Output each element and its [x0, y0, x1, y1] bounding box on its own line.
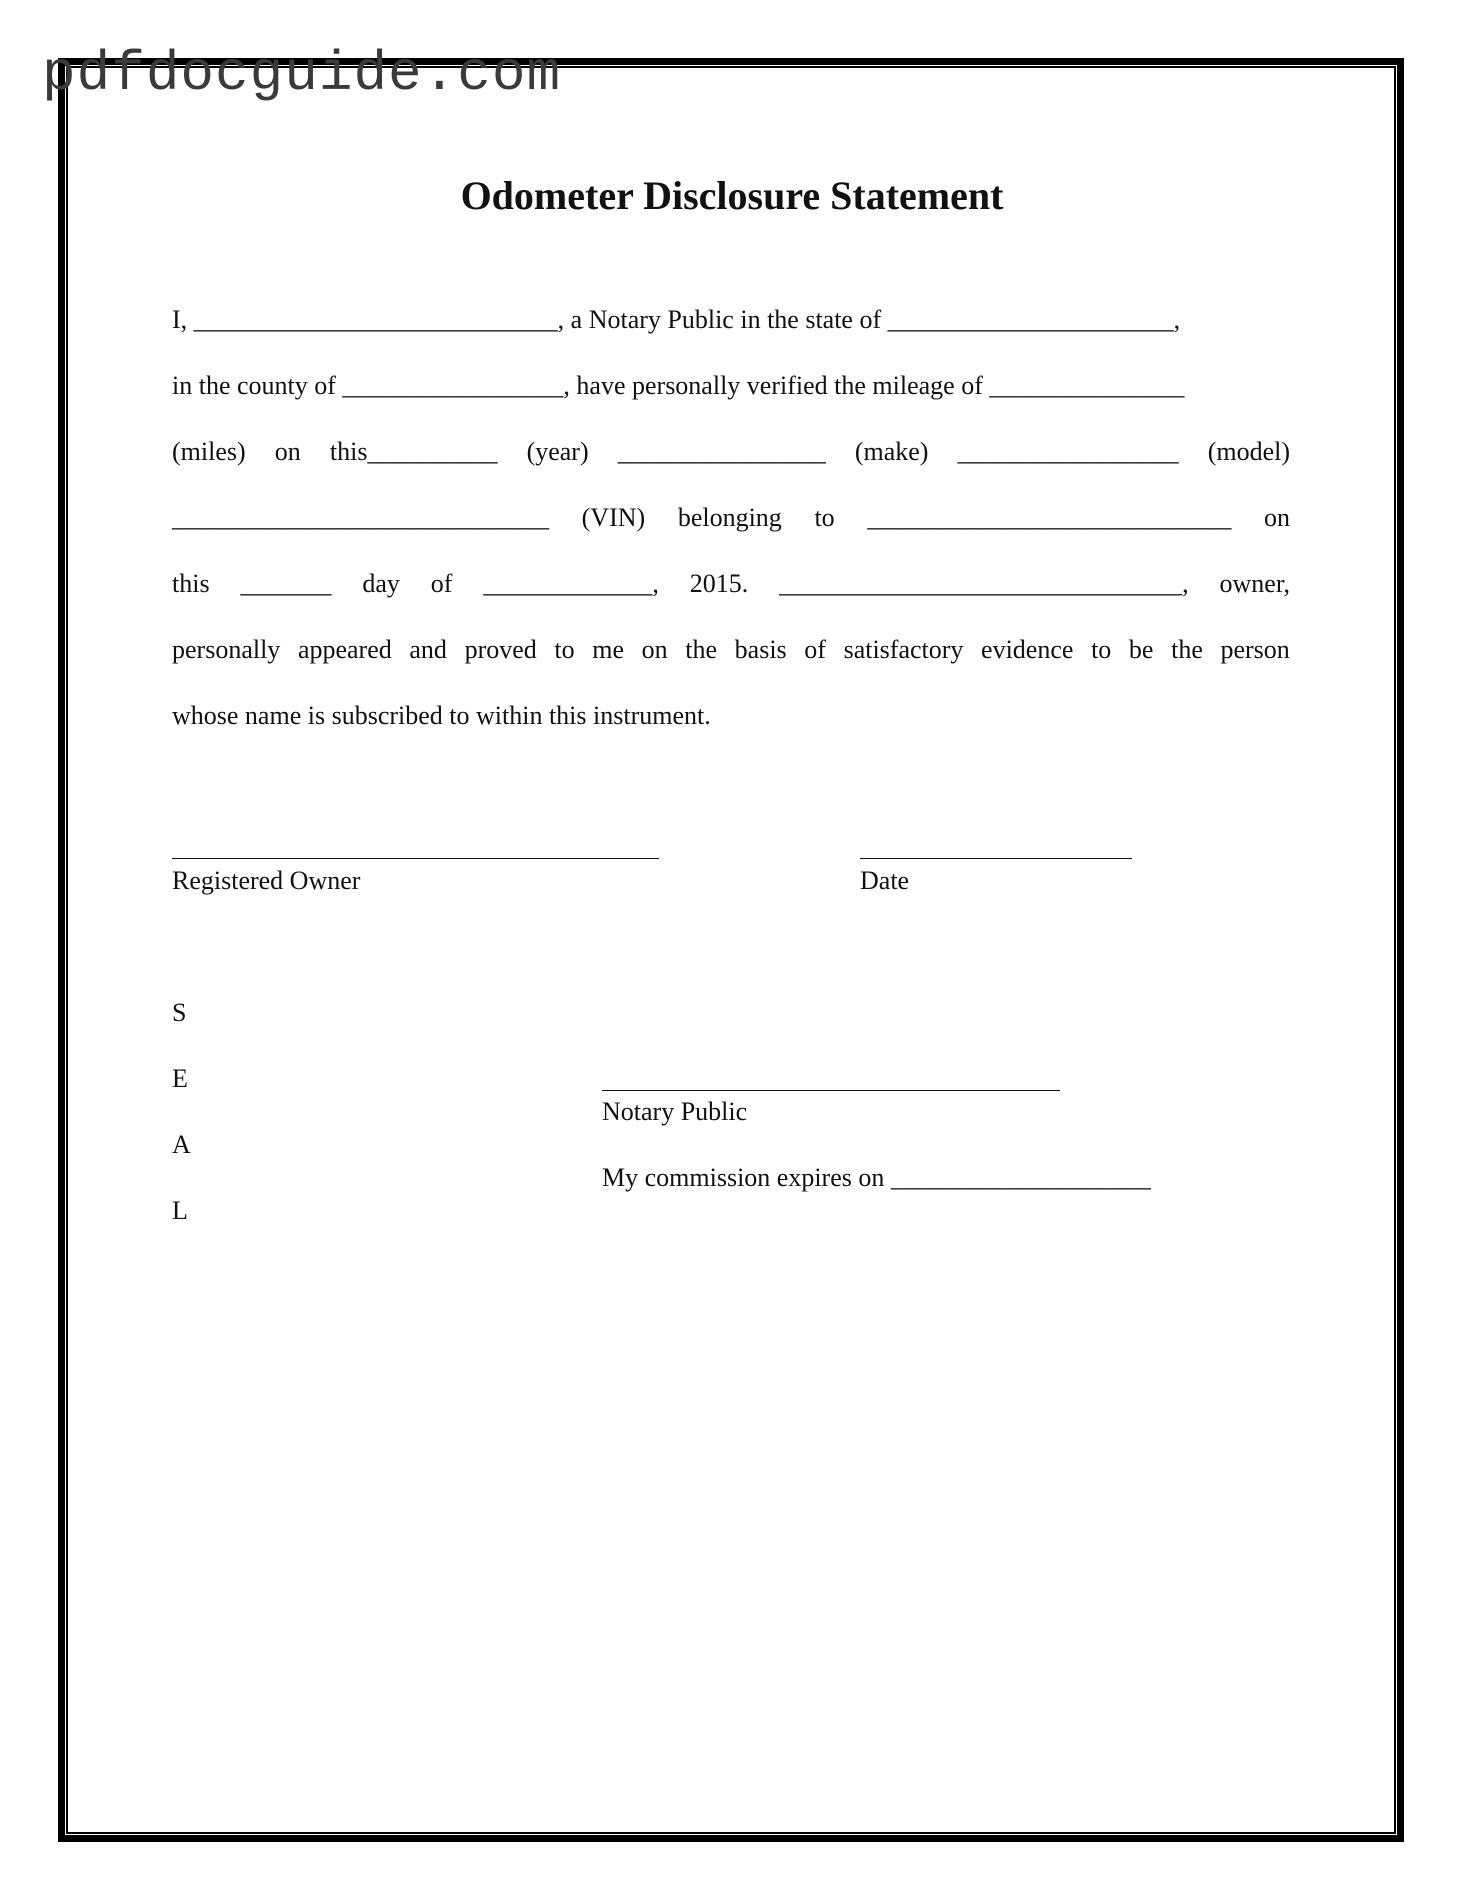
word: person [1220, 635, 1290, 664]
notary-signature-label: Notary Public [602, 1097, 748, 1126]
word: be [1128, 635, 1154, 664]
owner-signature-line[interactable] [172, 858, 659, 859]
word: (make) [854, 437, 929, 466]
word: to [554, 635, 575, 664]
word: (model) [1207, 437, 1290, 466]
word: this [172, 569, 210, 598]
word: on [641, 635, 668, 664]
model-field[interactable]: _________________ [957, 437, 1179, 466]
word: day [362, 569, 400, 598]
commission-expiry-line[interactable]: My commission expires on ____________________ [602, 1163, 1151, 1192]
owner-signature-label: Registered Owner [172, 866, 361, 895]
word: (year) [526, 437, 589, 466]
day-field[interactable]: _______ [240, 569, 332, 598]
seal-letter: A [172, 1130, 191, 1159]
paragraph-line-1: I, ____________________________, a Notary Public in the state of ______________________, [172, 305, 1181, 334]
make-field[interactable]: ________________ [617, 437, 826, 466]
watermark: pdfdocguide.com [42, 42, 562, 106]
word: on [1263, 503, 1290, 532]
word: appeared [297, 635, 392, 664]
word: and [409, 635, 447, 664]
seal-letter: S [172, 998, 187, 1027]
word: (miles) [172, 437, 246, 466]
word: belonging [677, 503, 782, 532]
word: evidence [981, 635, 1074, 664]
date-signature-label: Date [860, 866, 910, 895]
page-title: Odometer Disclosure Statement [460, 173, 1004, 218]
word: (VIN) [581, 503, 646, 532]
word: the [685, 635, 718, 664]
notary-signature-line[interactable] [602, 1090, 1060, 1091]
word: personally [172, 635, 281, 664]
paragraph-line-2: in the county of _________________, have personally verified the mileage of _______________ [172, 371, 1185, 400]
vin-field[interactable]: _____________________________ [172, 503, 549, 532]
word: owner, [1219, 569, 1290, 598]
paragraph-line-6 [172, 624, 1290, 690]
paragraph-line-7: whose name is subscribed to within this instrument. [172, 701, 711, 730]
month-field[interactable]: _____________, [483, 569, 659, 598]
word: 2015. [689, 569, 749, 598]
date-signature-line[interactable] [860, 858, 1132, 859]
word: of [430, 569, 453, 598]
word: of [804, 635, 826, 664]
year-field[interactable]: this__________ [329, 437, 498, 466]
word: on [274, 437, 301, 466]
statement-paragraph [172, 294, 1290, 756]
word: proved [464, 635, 537, 664]
word: satisfactory [843, 635, 964, 664]
paragraph-line-5 [172, 558, 1290, 624]
word: basis [734, 635, 787, 664]
word: me [592, 635, 625, 664]
seal-letter: E [172, 1064, 188, 1093]
word: to [1091, 635, 1112, 664]
paragraph-line-4 [172, 492, 1290, 558]
owner-name-field[interactable]: ____________________________ [867, 503, 1232, 532]
seal-letter: L [172, 1196, 188, 1225]
paragraph-line-3 [172, 426, 1290, 492]
word: to [814, 503, 835, 532]
appearing-owner-field[interactable]: _______________________________, [779, 569, 1189, 598]
word: the [1171, 635, 1203, 664]
